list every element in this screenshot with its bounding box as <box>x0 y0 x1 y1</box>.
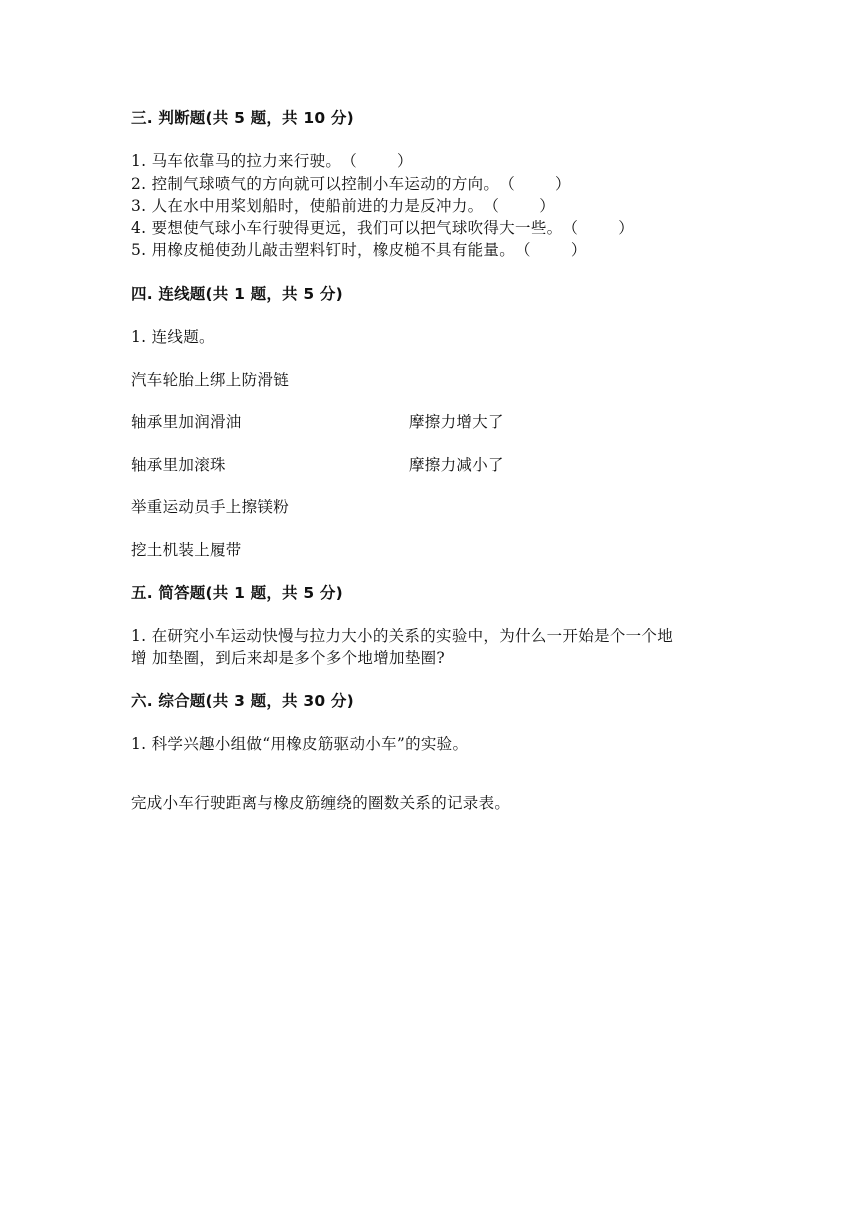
section-3-title: 三. 判断题(共 5 题，共 10 分) <box>131 109 354 127</box>
answer-paren-open: （ <box>562 219 579 237</box>
matching-left-item-5[interactable]: 挖土机装上履带 <box>131 541 242 559</box>
judge-item-3-text: 3. 人在水中用桨划船时，使船前进的力是反冲力。 <box>131 197 484 215</box>
answer-paren-close: ） <box>570 241 587 259</box>
judge-item-1 <box>131 149 413 171</box>
section-5-title: 五. 简答题(共 1 题，共 5 分) <box>131 584 343 602</box>
judge-item-5-text: 5. 用橡皮槌使劲儿敲击塑料钉时，橡皮槌不具有能量。 <box>131 241 516 259</box>
comprehensive-question: 1. 科学兴趣小组做“用橡皮筋驱动小车”的实验。 <box>131 735 469 753</box>
judge-item-2-text: 2. 控制气球喷气的方向就可以控制小车运动的方向。 <box>131 175 500 193</box>
answer-paren-close: ） <box>618 219 635 237</box>
matching-question: 1. 连线题。 <box>131 328 215 346</box>
answer-paren-close: ） <box>397 152 413 170</box>
answer-paren-close: ） <box>539 197 556 215</box>
answer-paren-close: ） <box>555 175 571 193</box>
answer-paren-open: （ <box>341 152 358 170</box>
judge-item-4 <box>131 216 634 238</box>
section-4-title: 四. 连线题(共 1 题，共 5 分) <box>131 285 343 303</box>
answer-paren-open: （ <box>483 197 500 215</box>
answer-paren-open: （ <box>515 241 531 259</box>
judge-item-2 <box>131 172 571 194</box>
judge-item-1-text: 1. 马车依靠马的拉力来行驶。 <box>131 152 342 170</box>
comprehensive-instruction: 完成小车行驶距离与橡皮筋缠绕的圈数关系的记录表。 <box>131 794 511 812</box>
matching-left-item-4[interactable]: 举重运动员手上擦镁粉 <box>131 498 290 516</box>
matching-left-item-3[interactable]: 轴承里加滚珠 <box>131 456 226 474</box>
judge-item-4-text: 4. 要想使气球小车行驶得更远，我们可以把气球吹得大一些。 <box>131 219 563 237</box>
matching-left-item-2[interactable]: 轴承里加润滑油 <box>131 413 242 431</box>
judge-item-5 <box>131 238 587 260</box>
matching-right-item-1[interactable]: 摩擦力增大了 <box>409 413 504 431</box>
short-answer-question-line-2: 增 加垫圈，到后来却是多个多个地增加垫圈? <box>131 649 446 667</box>
short-answer-question-line-1: 1. 在研究小车运动快慢与拉力大小的关系的实验中，为什么一开始是个一个地 <box>131 627 674 645</box>
answer-paren-open: （ <box>499 175 516 193</box>
matching-right-item-2[interactable]: 摩擦力减小了 <box>409 456 504 474</box>
judge-item-3 <box>131 194 555 216</box>
section-6-title: 六. 综合题(共 3 题，共 30 分) <box>131 692 354 710</box>
matching-left-item-1[interactable]: 汽车轮胎上绑上防滑链 <box>131 371 290 389</box>
